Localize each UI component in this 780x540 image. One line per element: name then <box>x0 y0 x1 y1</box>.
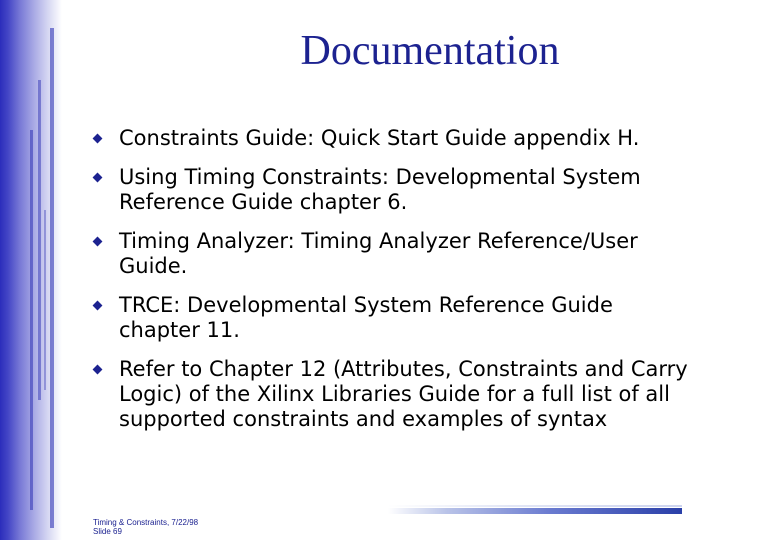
bullet-text: TRCE: Developmental System Reference Guide chapter 11. <box>119 293 613 342</box>
diamond-bullet-icon <box>93 301 103 311</box>
band-stripe <box>30 130 33 510</box>
bullet-text: Using Timing Constraints: Developmental System Reference Guide chapter 6. <box>119 165 641 214</box>
bullet-item <box>92 357 692 432</box>
band-stripe <box>38 80 41 400</box>
band-stripe <box>50 28 54 528</box>
bullet-item <box>92 126 692 151</box>
bottom-decorative-bar <box>388 508 682 514</box>
slide-footer <box>93 518 198 536</box>
bullet-item <box>92 165 692 215</box>
diamond-bullet-icon <box>93 365 103 375</box>
bottom-decorative-bar-highlight <box>388 505 682 507</box>
band-stripe <box>44 210 46 390</box>
diamond-bullet-icon <box>93 134 103 144</box>
footer-line-2: Slide 69 <box>93 527 122 536</box>
bullet-item <box>92 293 692 343</box>
diamond-bullet-icon <box>93 173 103 183</box>
slide-title: Documentation <box>300 28 560 74</box>
bullet-item <box>92 229 692 279</box>
bullet-text: Constraints Guide: Quick Start Guide appendix H. <box>119 126 640 150</box>
bullet-text: Timing Analyzer: Timing Analyzer Reference/User Guide. <box>119 229 638 278</box>
footer-line-1: Timing & Constraints, 7/22/98 <box>93 518 199 527</box>
diamond-bullet-icon <box>93 237 103 247</box>
bullet-list <box>92 126 692 446</box>
bullet-text: Refer to Chapter 12 (Attributes, Constraints and Carry Logic) of the Xilinx Libraries Guide for a full list of all supported constraints and examples of syntax <box>119 357 688 431</box>
